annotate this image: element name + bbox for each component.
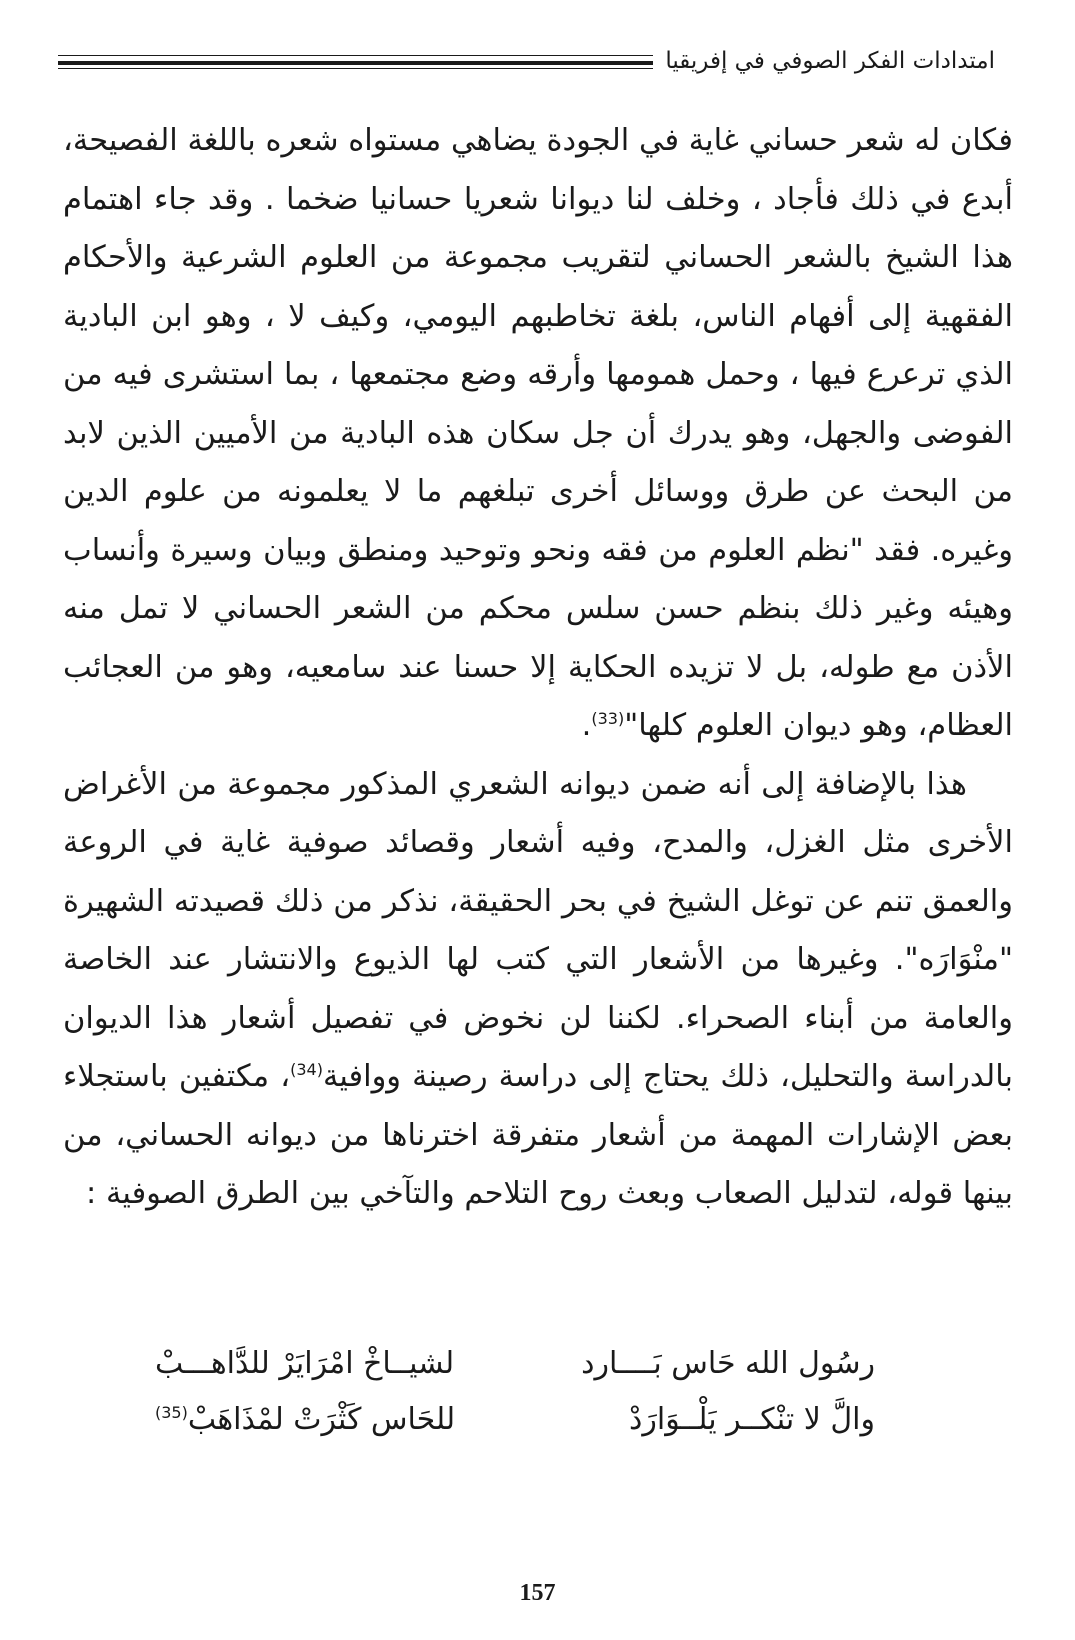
verse-line — [155, 1392, 875, 1448]
page-number: 157 — [519, 1580, 556, 1606]
footnote-ref-33: (33) — [591, 708, 625, 728]
paragraph-2-end: ، مكتفين باستجلاء بعض الإشارات المهمة من أشعار متفرقة اخترناها من ديوانه الحساني، من بينها قوله، لتدليل الصعاب وبعث روح التلاحم والتآخي بين الطرق الصوفية : — [63, 1059, 1013, 1211]
header-rule-bottom — [58, 68, 653, 69]
verse-first-hemistich: والَّ لا تنْكــر يَلْــوَارَدْ — [629, 1402, 875, 1437]
body-text — [63, 112, 1013, 1224]
verse-second-hemistich — [155, 1392, 455, 1448]
poem-verses — [155, 1336, 875, 1448]
verse-second-hemistich — [155, 1336, 454, 1392]
header-rule-top — [58, 55, 653, 56]
header-title: امتدادات الفكر الصوفي في إفريقيا — [659, 44, 995, 78]
verse-line — [155, 1336, 875, 1392]
footnote-ref-34: (34) — [290, 1059, 323, 1079]
paragraph-2-text: هذا بالإضافة إلى أنه ضمن ديوانه الشعري المذكور مجموعة من الأغراض الأخرى مثل الغزل، والمدح، وفيه أشعار وقصائد صوفية غاية في الروعة والعمق تنم عن توغل الشيخ في بحر الحقيقة، نذكر من ذلك قصيدته الشهيرة "منْوَارَه". وغيرها من الأشعار التي كتب لها الذيوع والانتشار عند الخاصة والعامة من أبناء الصحراء. لكننا لن نخوض في تفصيل أشعار هذا الديوان بالدراسة والتحليل، ذلك يحتاج إلى دراسة رصينة ووافية — [63, 766, 1013, 1094]
running-header — [58, 44, 1013, 78]
verse-first-hemistich: رسُول الله حَاس بَــــارد — [581, 1346, 875, 1381]
paragraph-1-text: فكان له شعر حساني غاية في الجودة يضاهي مستواه شعره باللغة الفصيحة، أبدع في ذلك فأجاد ، وخلف لنا ديوانا شعريا حسانيا ضخما . وقد جاء اهتمام هذا الشيخ بالشعر الحساني لتقريب مجموعة من العلوم الشرعية والأحكام الفقهية إلى أفهام الناس، بلغة تخاطبهم اليومي، وكيف لا ، وهو ابن البادية الذي ترعرع فيها ، وحمل همومها وأرقه وضع مجتمعها ، بما استشرى فيه من الفوضى والجهل، وهو يدرك أن جل سكان هذه البادية من الأميين الذين لابد من البحث عن طرق ووسائل أخرى تبلغهم ما لا يعلمونه من علوم الدين وغيره. فقد "نظم العلوم من فقه ونحو وتوحيد ومنطق وبيان وسيرة وأنساب وهيئه وغير ذلك بنظم حسن سلس محكم من الشعر الحساني لا تمل منه الأذن مع طوله، بل لا تزيده الحكاية إلا حسنا عند سامعيه، وهو من العجائب العظام، وهو ديوان العلوم كلها" — [63, 123, 1013, 743]
footnote-ref-35: (35) — [155, 1403, 188, 1422]
paragraph-1 — [63, 112, 1013, 756]
paragraph-1-end: . — [581, 708, 592, 743]
verse-second-text: لشيــاخْ امْرَايَرْ للدَّاهـــبْ — [155, 1346, 455, 1381]
header-rule-thick — [58, 61, 653, 65]
verse-second-text: للحَاس كَثْرَتْ لمْذَاهَبْ — [187, 1402, 456, 1437]
paragraph-2 — [63, 756, 1013, 1224]
